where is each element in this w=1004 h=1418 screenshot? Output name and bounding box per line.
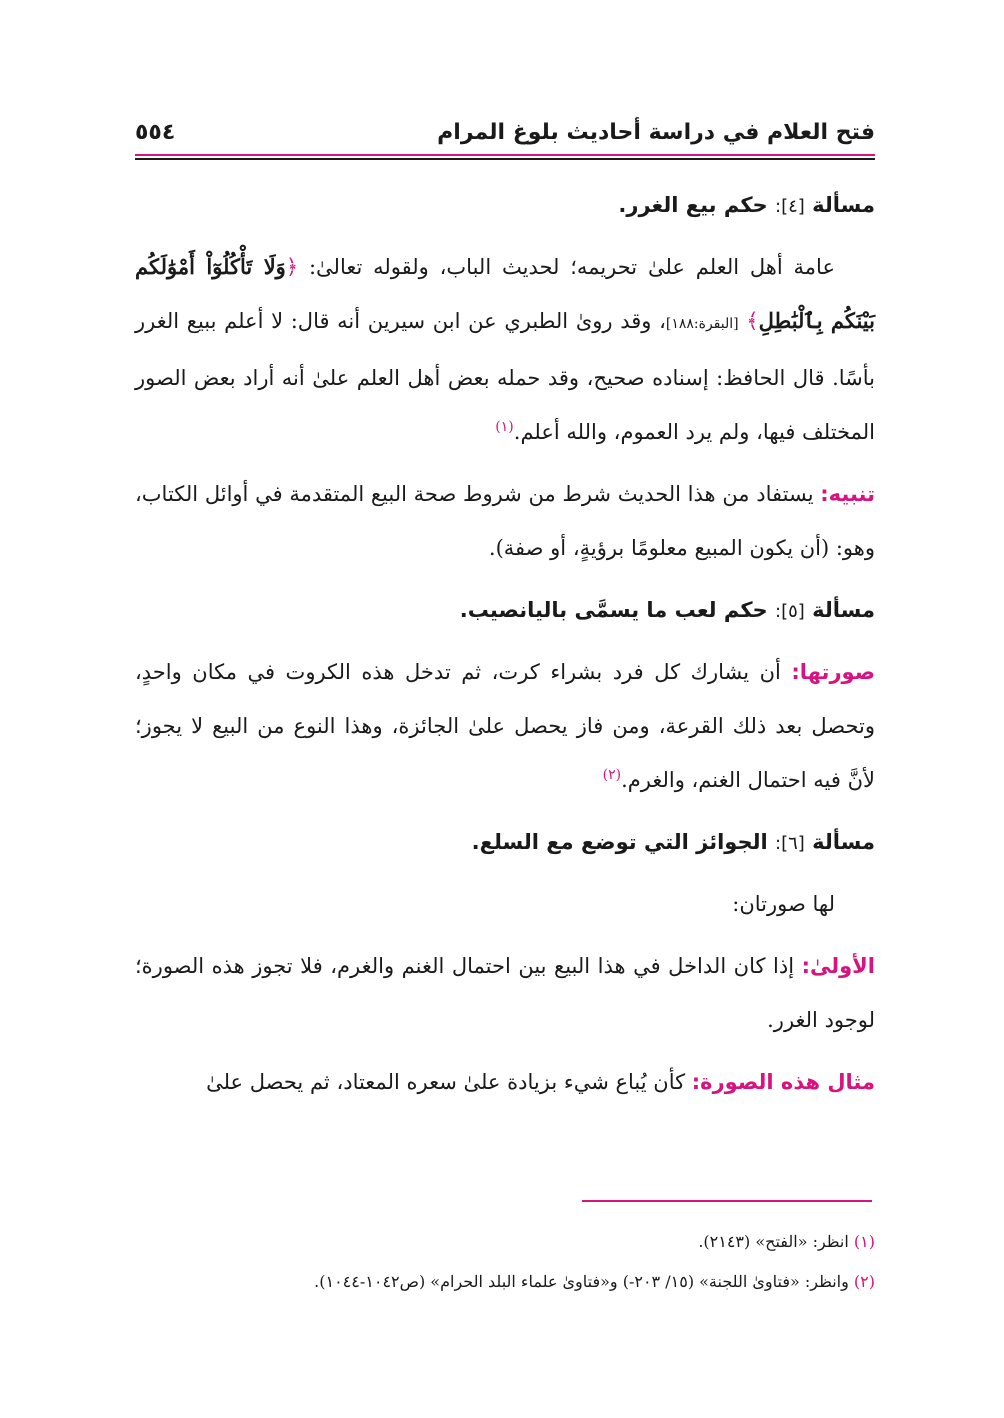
paragraph-text: عامة أهل العلم علىٰ تحريمه؛ لحديث الباب، ولقوله تعالىٰ: <box>308 255 835 279</box>
paragraph-form <box>135 645 875 807</box>
footnote-1 <box>135 1222 875 1262</box>
section-number: [٤]: <box>775 196 805 217</box>
footnotes <box>135 1222 875 1302</box>
section-heading-6 <box>135 815 875 871</box>
section-title: حكم بيع الغرر. <box>618 193 768 217</box>
footnote-text: انظر: «الفتح» (٢١٤٣). <box>698 1232 854 1251</box>
footnote-marker: (١) <box>495 419 514 435</box>
paragraph-note <box>135 467 875 575</box>
first-label: الأولىٰ: <box>801 954 875 978</box>
paragraph-text: كأن يُباع شيء بزيادة علىٰ سعره المعتاد، ثم يحصل علىٰ <box>206 1070 692 1094</box>
paragraph-first-form <box>135 939 875 1047</box>
header-rule-accent <box>135 154 875 156</box>
section-label: مسألة <box>812 193 875 217</box>
quran-verse: وَلَا تَأْكُلُوٓاْ أَمْوَٰلَكُم بَيْنَكُم بِٱلْبَٰطِلِ <box>135 254 875 333</box>
paragraph-text: ، وقد روىٰ الطبري عن ابن سيرين أنه قال: لا أعلم ببيع الغرر بأسًا. قال الحافظ: إسناده صحيح، وقد حمله بعض أهل العلم علىٰ أنه أراد بعض الصور المختلف فيها، ولم يرد العموم، والله أعلم. <box>135 309 875 444</box>
page-number: ٥٥٤ <box>135 119 176 145</box>
quran-bracket-open: ﴿ <box>285 255 299 279</box>
footnote-marker: (٢) <box>602 767 622 783</box>
paragraph-two-forms: لها صورتان: <box>732 892 835 916</box>
book-title: فتح العلام في دراسة أحاديث بلوغ المرام <box>437 119 875 145</box>
section-number: [٦]: <box>775 833 805 854</box>
footnote-number: (٢) <box>853 1272 875 1291</box>
footnote-separator <box>582 1200 872 1202</box>
paragraph-example <box>135 1055 875 1109</box>
footnote-2 <box>135 1262 875 1302</box>
paragraph-text: يستفاد من هذا الحديث شرط من شروط صحة البيع المتقدمة في أوائل الكتاب، وهو: (أن يكون المبيع معلومًا برؤيةٍ، أو صفة). <box>135 482 875 560</box>
footnote-text: وانظر: «فتاوىٰ اللجنة» (١٥/ ٢٠٣-) و«فتاوىٰ علماء البلد الحرام» (ص١٠٤٢-١٠٤٤). <box>314 1272 854 1291</box>
main-text <box>135 178 875 1117</box>
quran-bracket-close: ﴾ <box>746 309 759 333</box>
section-label: مسألة <box>812 598 875 622</box>
section-number: [٥]: <box>775 601 805 622</box>
section-title: الجوائز التي توضع مع السلع. <box>471 830 768 854</box>
footnote-number: (١) <box>853 1232 875 1251</box>
section-heading-5 <box>135 583 875 639</box>
header-rule <box>135 158 875 160</box>
paragraph-ruling <box>135 240 875 459</box>
running-header <box>135 112 875 152</box>
form-label: صورتها: <box>791 660 875 684</box>
verse-reference: [البقرة:١٨٨] <box>665 316 739 332</box>
example-label: مثال هذه الصورة: <box>691 1070 875 1094</box>
section-heading-4 <box>135 178 875 234</box>
section-label: مسألة <box>812 830 875 854</box>
paragraph-text: أن يشارك كل فرد بشراء كرت، ثم تدخل هذه الكروت في مكان واحدٍ، وتحصل بعد ذلك القرعة، ومن فاز يحصل علىٰ الجائزة، وهذا النوع من البيع لا يجوز؛ لأنَّ فيه احتمال الغنم، والغرم. <box>135 660 875 792</box>
paragraph-text: إذا كان الداخل في هذا البيع بين احتمال الغنم والغرم، فلا تجوز هذه الصورة؛ لوجود الغرر. <box>135 954 875 1032</box>
section-title: حكم لعب ما يسمَّى باليانصيب. <box>459 598 768 622</box>
note-label: تنبيه: <box>820 482 875 506</box>
